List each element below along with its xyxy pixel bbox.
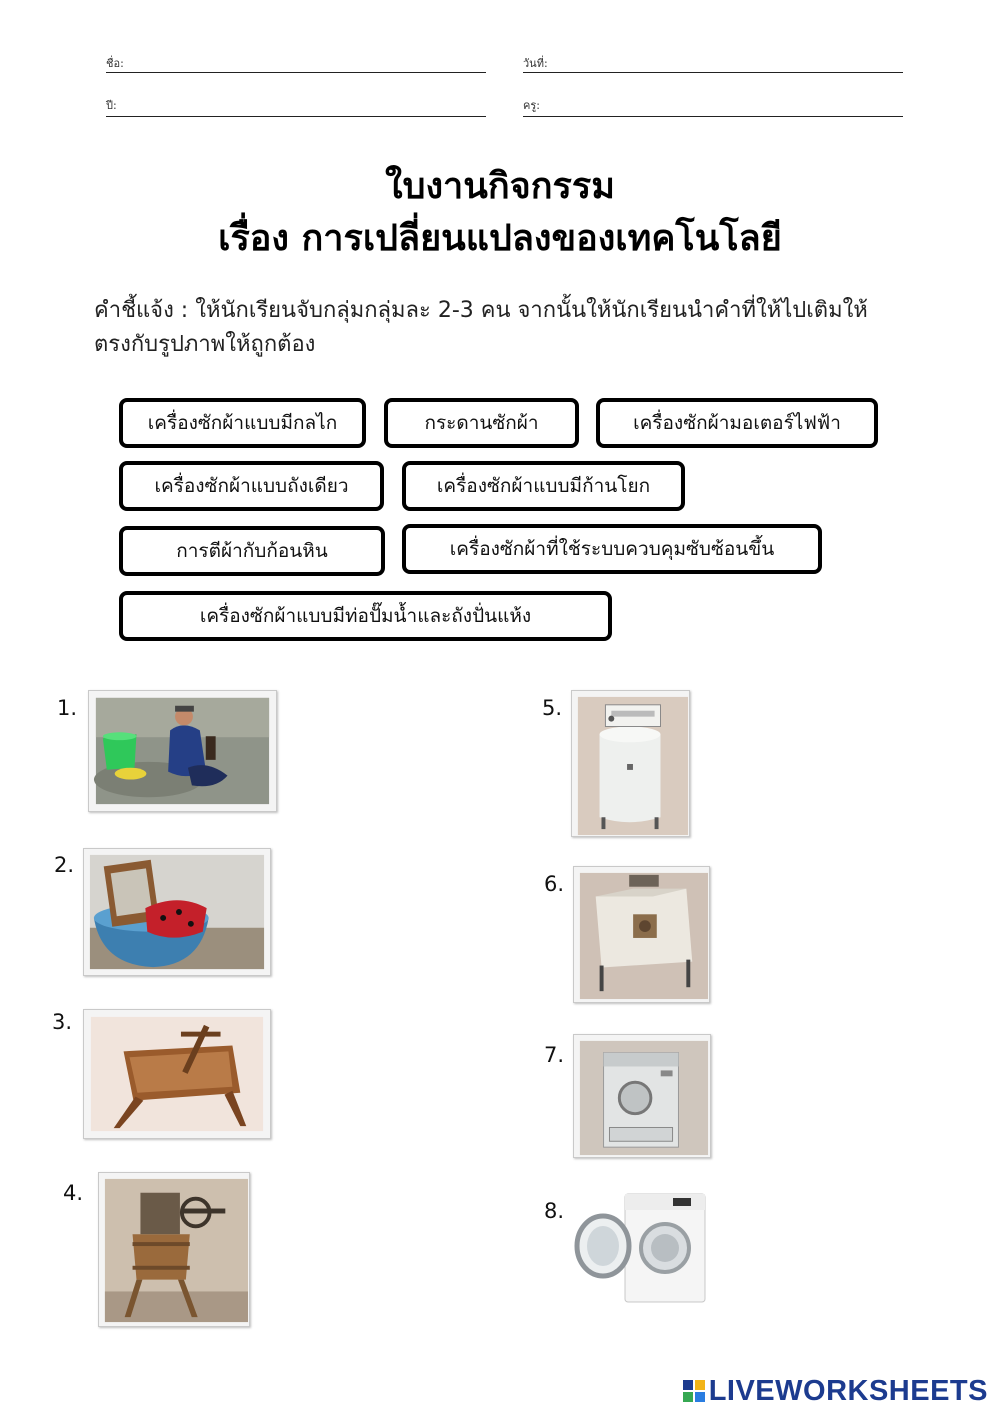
item-number: 1. — [57, 696, 78, 720]
name-field[interactable] — [106, 72, 486, 73]
item-number: 7. — [544, 1043, 565, 1067]
year-label: ปี: — [106, 99, 117, 112]
worksheet-subtitle: เรื่อง การเปลี่ยนแปลงของเทคโนโลยี — [218, 218, 782, 259]
year-field[interactable] — [106, 116, 486, 117]
teacher-field[interactable] — [523, 116, 903, 117]
photo-vintage-electric-washer — [573, 866, 710, 1003]
instructions: คำชี้แจ้ง : ให้นักเรียนจับกลุ่มกลุ่มละ 2-3 คน จากนั้นให้นักเรียนนำคำที่ให้ไปเติมให้ตรงกับรูปภาพให้ถูกต้อง — [94, 298, 868, 357]
date-label: วันที่: — [523, 57, 548, 70]
photo-washboard — [83, 848, 271, 976]
item-number: 5. — [542, 696, 563, 720]
word-bank-item[interactable]: เครื่องซักผ้าแบบมีท่อปั๊มน้ำและถังปั่นแห้ง — [119, 591, 612, 641]
photo-single-tub-washer — [573, 1034, 711, 1158]
photo-wringer-washer — [571, 690, 690, 837]
item-number: 6. — [544, 872, 565, 896]
name-label: ชื่อ: — [106, 57, 124, 70]
liveworksheets-logo-icon — [683, 1380, 705, 1402]
word-bank-item[interactable]: กระดานซักผ้า — [384, 398, 579, 448]
word-bank-item[interactable]: เครื่องซักผ้าที่ใช้ระบบควบคุมซับซ้อนขึ้น — [402, 524, 822, 574]
photo-barrel-washer — [98, 1172, 250, 1327]
item-number: 3. — [52, 1010, 73, 1034]
item-number: 4. — [63, 1181, 84, 1205]
word-bank-item[interactable]: การตีผ้ากับก้อนหิน — [119, 526, 385, 576]
word-bank-item[interactable]: เครื่องซักผ้าแบบถังเดียว — [119, 461, 384, 511]
item-number: 2. — [54, 853, 75, 877]
liveworksheets-logo-text: LIVEWORKSHEETS — [708, 1374, 988, 1407]
photo-washing-on-rocks — [88, 690, 277, 812]
liveworksheets-logo — [683, 1374, 988, 1408]
word-bank-item[interactable]: เครื่องซักผ้ามอเตอร์ไฟฟ้า — [596, 398, 878, 448]
item-number: 8. — [544, 1199, 565, 1223]
word-bank-item[interactable]: เครื่องซักผ้าแบบมีก้านโยก — [402, 461, 685, 511]
photo-front-load-washer — [573, 1190, 711, 1308]
worksheet-title: ใบงานกิจกรรม — [385, 166, 615, 207]
word-bank-item[interactable]: เครื่องซักผ้าแบบมีกลไก — [119, 398, 366, 448]
photo-wooden-rocker-washer — [83, 1009, 271, 1139]
teacher-label: ครู: — [523, 99, 540, 112]
date-field[interactable] — [523, 72, 903, 73]
